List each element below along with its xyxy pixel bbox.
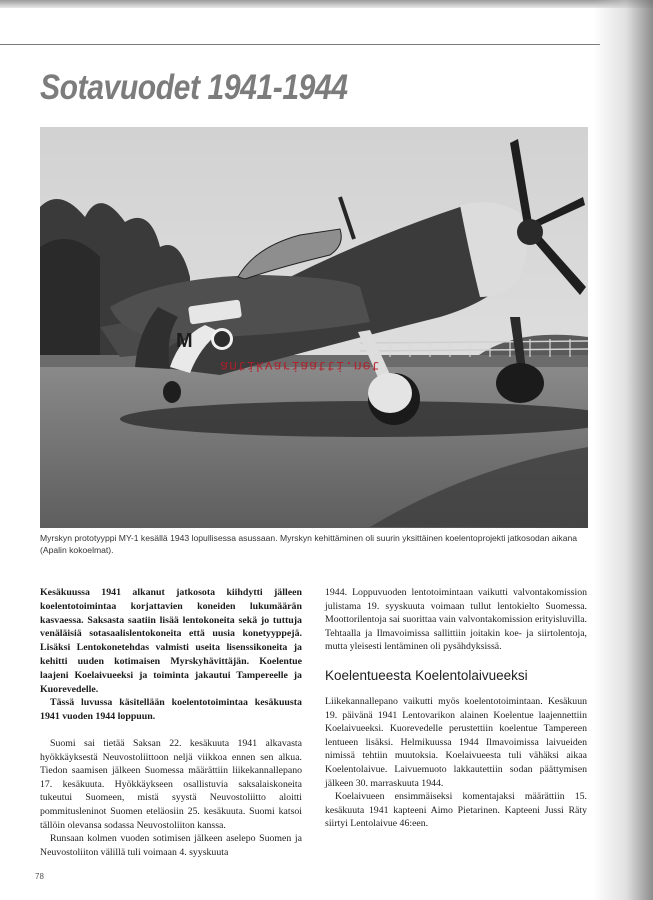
- page-curl-shadow: [593, 0, 653, 900]
- chapter-title: Sotavuodet 1941-1944: [40, 68, 348, 107]
- body-paragraph: Suomi sai tietää Saksan 22. kesäkuuta 1941 alkavasta hyökkäyksestä Neuvostoliittoon neljä viikkoa ennen sen alkua. Tiedon saamisen jälkeen Suomessa määrättiin liikekannallepano 17. kesäkuuta. Hyökkäykseen osallistuvia saksalaiskoneita tukeutui Suomeen, mistä syystä Neuvostoliitto aloitti pommitusleninot Suomen eteläosiin 25. kesäkuuta. Suomi katsoi tällöin olevansa sodassa Neuvostoliiton kanssa.: [40, 737, 302, 831]
- page-number: 78: [35, 872, 44, 881]
- body-paragraph: Runsaan kolmen vuoden sotimisen jälkeen aselepo Suomen ja Neuvostoliiton välillä tuli voimaan 4. syyskuuta: [40, 833, 302, 858]
- right-column: [325, 586, 587, 831]
- photo-caption: Myrskyn prototyyppi MY-1 kesällä 1943 lopullisessa asussaan. Myrskyn kehittäminen oli suurin yksittäinen koelentoprojekti jatkosodan aikana (Apalin kokoelmat).: [40, 533, 578, 555]
- aircraft-marking-text: M: [176, 330, 193, 352]
- watermark: antikvariaatti.net: [220, 357, 381, 373]
- page-top-edge: [0, 0, 653, 8]
- body-paragraph: Koelaivueen ensimmäiseksi komentajaksi määrättiin 15. kesäkuuta 1941 kapteeni Aimo Pietarinen. Kapteeni Jussi Räty siirtyi Lentolaivue 46:een.: [325, 791, 587, 830]
- section-heading: Koelentueesta Koelentolaivueeksi: [325, 667, 528, 683]
- left-column: [40, 586, 302, 859]
- aircraft-photo: [40, 127, 588, 528]
- body-paragraph: 1944. Loppuvuoden lentotoimintaan vaikutti valvontakomission julistama 19. syyskuuta voimaan tullut lentokielto Suomessa. Moottorilentoja sai suorittaa vain valvontakomission erityisluvilla. Tehtaalla ja Ilmavoimissa sallittiin joitakin koe- ja siirtolentoja, mutta yleisesti lentäminen oli pysähdyksissä.: [325, 587, 587, 653]
- header-rule: [0, 44, 600, 45]
- body-paragraph: Liikekannallepano vaikutti myös koelentotoimintaan. Kesäkuun 19. päivänä 1941 Lentovarikon alainen Koelentue laajennettiin Koelaivueeksi. Kuorevedelle perustettiin koelentue Tampereen lentueen lisäksi. Helmikuussa 1944 Ilmavoimissa laivueiden nimissä tehtiin muutoksia. Koelaivueesta tuli vähäksi aikaa Koelentolaivue. Laivuemuoto lakkautettiin sodan päättymisen jälkeen 30. marraskuuta 1944.: [325, 695, 587, 789]
- lead-paragraph-2: Tässä luvussa käsitellään koelentotoimintaa kesäkuusta 1941 vuoden 1944 loppuun.: [40, 697, 302, 723]
- lead-paragraph: Kesäkuussa 1941 alkanut jatkosota kiihdytti jälleen koelentotoimintaa korjattavien koneiden lukumäärän kasvaessa. Saksasta saatiin lisää lentokoneita sekä jo tuttuja venäläisiä sotasaalislentokoneita että uusia konetyyppejä. Lisäksi Lentokonetehdas valmisti useita lisenssikoneita ja kehitti uuden kotimaisen Myrskyhävittäjän. Koelentue laajeni Koelaivueeksi ja toiminta jakautui Tampereelle ja Kuorevedelle.: [40, 587, 302, 695]
